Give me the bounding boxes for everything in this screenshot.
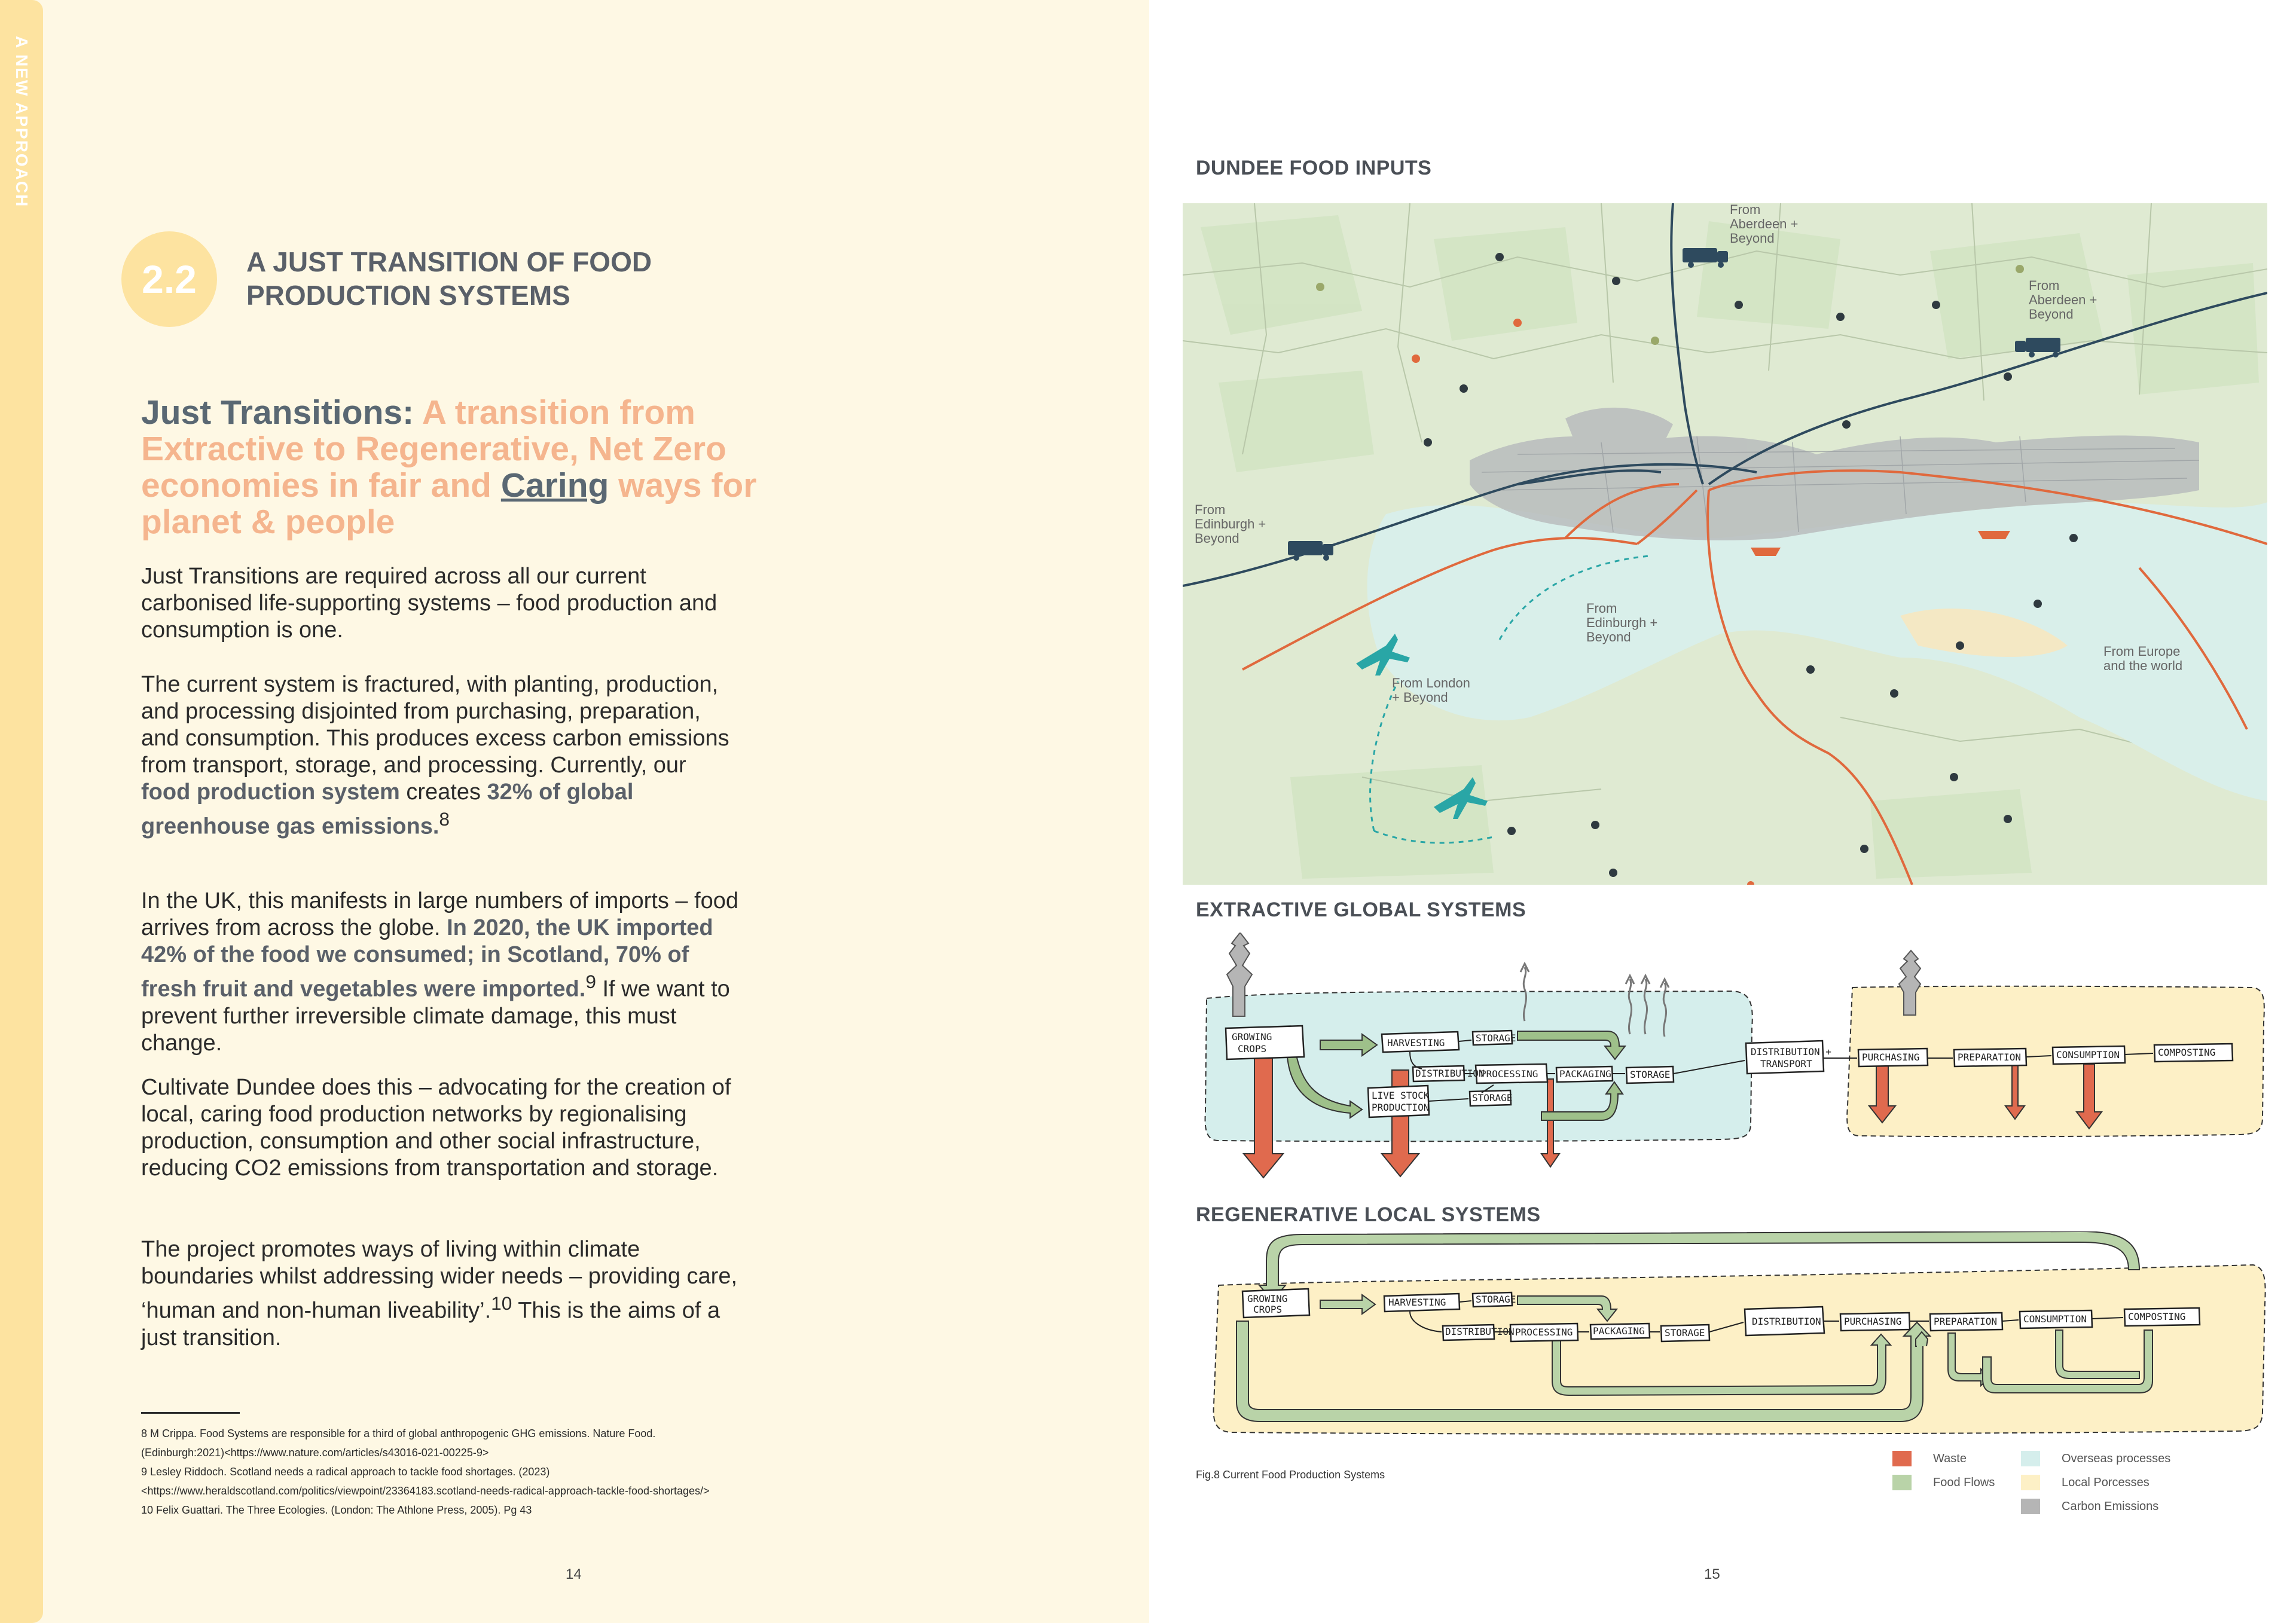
legend-column-1: [1892, 1447, 1995, 1494]
footnote-ref-10: 10: [491, 1292, 512, 1314]
dundee-food-inputs-map: [1183, 203, 2267, 885]
p3-b: In 2020, the UK imported 42% of the food we consumed; in Scotland, 70% of fresh fruit and vegetables were imported.: [141, 915, 713, 1002]
label-aberdeen-1: From Aberdeen + Beyond: [1730, 203, 1799, 246]
p2-a: The current system is fractured, with planting, production, and processing disjointed from purchasing, preparation, and consumption. This produces excess carbon emissions from transport, storage, and processing. Currently, our: [141, 672, 729, 778]
legend-swatch-waste: [1892, 1451, 1912, 1466]
label-packaging: PACKAGING: [1593, 1325, 1645, 1337]
footnote-10: 10 Felix Guattari. The Three Ecologies. (London: The Athlone Press, 2005). Pg 43: [141, 1504, 532, 1516]
label-composting: COMPOSTING: [2158, 1047, 2216, 1058]
label-harvesting: HARVESTING: [1388, 1297, 1446, 1308]
label-processing: PROCESSING: [1515, 1326, 1573, 1338]
legend-item-overseas: [2021, 1447, 2170, 1471]
legend-swatch-local: [2021, 1475, 2040, 1490]
legend-swatch-food-flows: [1892, 1475, 1912, 1490]
legend-label: Overseas processes: [2062, 1451, 2171, 1465]
label-edinburgh-1: From Edinburgh + Beyond: [1195, 502, 1266, 546]
label-distribution-2: DISTRIBUTION: [1752, 1316, 1821, 1327]
p3-c: If we want to prevent further irreversible climate damage, this must change.: [141, 976, 730, 1056]
side-tab-label: A NEW APPROACH: [13, 36, 31, 208]
side-tab: [0, 0, 43, 1623]
legend-item-carbon: [2021, 1494, 2170, 1518]
footnote-9: 9 Lesley Riddoch. Scotland needs a radical approach to tackle food shortages. (2023)<https://www.heraldscotland.com/politics/viewpoint/23364183.scotland-needs-radical-approach-tackle-food-shortages/>: [141, 1466, 710, 1497]
section-number-badge: [121, 231, 217, 327]
legend-label: Waste: [1933, 1451, 1967, 1465]
legend-label: Carbon Emissions: [2062, 1499, 2159, 1513]
heading-regenerative: REGENERATIVE LOCAL SYSTEMS: [1196, 1203, 1541, 1226]
label-london: From London + Beyond: [1392, 676, 1470, 705]
label-preparation: PREPARATION: [1958, 1052, 2021, 1063]
label-livestock-1: LIVE STOCK: [1372, 1090, 1430, 1101]
label-growing-2: CROPS: [1253, 1304, 1283, 1315]
paragraph-1: Just Transitions are required across all our current carbonised life-supporting systems – food production and consumption is one.: [141, 564, 718, 643]
footnote-8: 8 M Crippa. Food Systems are responsible for a third of global anthropogenic GHG emissions. Nature Food. (Edinburgh:2021)<https://www.nature.com/articles/s43016-021-00225-9>: [141, 1428, 656, 1459]
paragraph-4: Cultivate Dundee does this – advocating for the creation of local, caring food production networks by regionalising production, consumption and other social infrastructure, reducing CO2 emissions from transportation and storage.: [141, 1075, 731, 1181]
subhead-lead: Just Transitions:: [141, 393, 422, 432]
section-title: A JUST TRANSITION OF FOOD PRODUCTION SYSTEMS: [246, 246, 652, 311]
label-harvesting: HARVESTING: [1387, 1037, 1445, 1049]
legend-column-2: [2021, 1447, 2170, 1518]
subhead-part1: A transition from Extractive to Regenerative, Net Zero economies in fair and: [141, 393, 726, 505]
label-europe: From Europe and the world: [2103, 644, 2183, 673]
label-growing-2: CROPS: [1238, 1043, 1267, 1055]
legend-item-waste: [1892, 1447, 1995, 1471]
label-purchasing: PURCHASING: [1862, 1052, 1920, 1063]
label-dist-transport-1: DISTRIBUTION +: [1751, 1046, 1831, 1057]
label-storage-3: STORAGE: [1472, 1092, 1513, 1104]
boat-icon: [1978, 531, 2010, 539]
paragraph-5: [141, 1236, 739, 1352]
footnote-ref-9: 9: [585, 971, 596, 992]
figure-caption: Fig.8 Current Food Production Systems: [1196, 1469, 1385, 1481]
label-growing-1: GROWING: [1247, 1293, 1288, 1304]
label-packaging: PACKAGING: [1559, 1068, 1611, 1080]
p5-a: The project promotes ways of living within climate boundaries whilst addressing wider needs – providing care, ‘human and non-human liveability’.: [141, 1237, 738, 1324]
footnote-ref-8: 8: [439, 808, 450, 830]
label-storage-1: STORAGE: [1476, 1294, 1516, 1305]
legend-label: Food Flows: [1933, 1475, 1995, 1489]
legend-item-food-flows: [1892, 1471, 1995, 1494]
extractive-systems-diagram: [1183, 933, 2267, 1202]
legend-swatch-carbon: [2021, 1499, 2040, 1514]
paragraph-3: [141, 888, 739, 1057]
label-purchasing: PURCHASING: [1844, 1316, 1902, 1327]
section-number: 2.2: [142, 257, 197, 301]
label-consumption: CONSUMPTION: [2023, 1313, 2087, 1325]
boat-icon: [1751, 548, 1781, 556]
label-aberdeen-2: From Aberdeen + Beyond: [2029, 278, 2097, 322]
label-growing-1: GROWING: [1232, 1031, 1272, 1043]
legend-swatch-overseas: [2021, 1451, 2040, 1466]
label-dist-transport-2: TRANSPORT: [1760, 1058, 1812, 1069]
paragraph-2: [141, 671, 739, 840]
p2-b: food production system: [141, 780, 400, 805]
label-processing: PROCESSING: [1480, 1068, 1538, 1080]
legend-item-local: [2021, 1471, 2170, 1494]
label-preparation: PREPARATION: [1934, 1316, 1997, 1327]
heading-food-inputs: DUNDEE FOOD INPUTS: [1196, 157, 1432, 179]
label-storage-1: STORAGE: [1476, 1032, 1516, 1044]
page-number-right: 15: [1704, 1566, 1720, 1582]
subhead-caring: Caring: [500, 466, 609, 505]
footnote-divider: [141, 1412, 240, 1414]
label-storage-2: STORAGE: [1630, 1069, 1671, 1080]
p3-a: In the UK, this manifests in large numbers of imports – food arrives from across the globe.: [141, 888, 739, 940]
label-storage-2: STORAGE: [1665, 1327, 1705, 1338]
page-number-left: 14: [566, 1566, 582, 1582]
label-edinburgh-2: From Edinburgh + Beyond: [1586, 601, 1658, 644]
p2-d: 32% of global greenhouse gas emissions.: [141, 780, 634, 839]
label-composting: COMPOSTING: [2128, 1311, 2186, 1322]
subhead: [141, 395, 811, 540]
p2-c: creates: [399, 780, 487, 805]
label-livestock-2: PRODUCTION: [1372, 1102, 1430, 1113]
label-consumption: CONSUMPTION: [2056, 1049, 2120, 1060]
subhead-part2: ways for planet & people: [141, 466, 757, 541]
label-distribution: DISTRIBUTION: [1445, 1326, 1515, 1337]
legend-label: Local Porcesses: [2062, 1475, 2150, 1489]
label-distribution: DISTRIBUTION: [1415, 1068, 1485, 1079]
local-process-region: [1214, 1265, 2266, 1434]
p5-b: This is the aims of a just transition.: [141, 1298, 720, 1350]
heading-extractive: EXTRACTIVE GLOBAL SYSTEMS: [1196, 898, 1526, 921]
footnotes: [141, 1424, 739, 1520]
regenerative-systems-diagram: [1183, 1231, 2267, 1441]
